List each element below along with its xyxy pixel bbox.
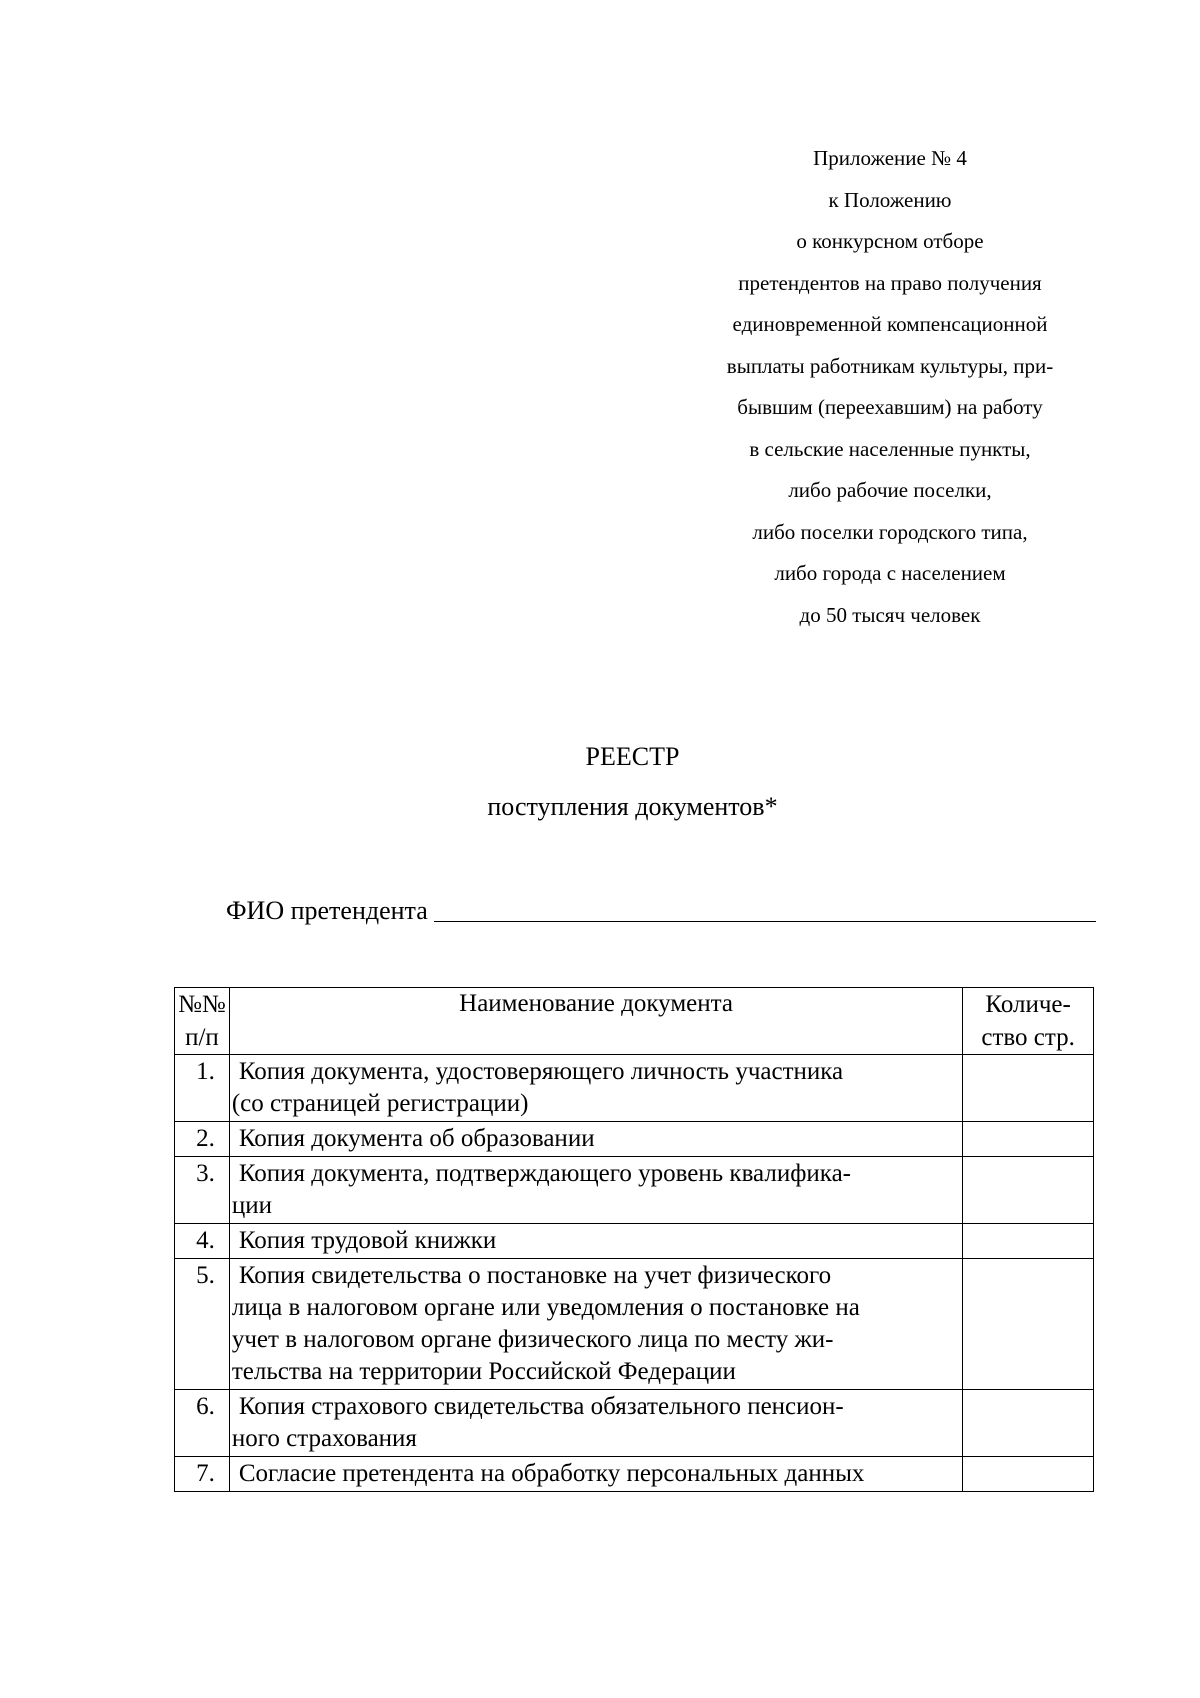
row-number: 6. xyxy=(175,1390,230,1457)
header-page-count xyxy=(963,988,1094,1055)
appendix-line: выплаты работникам культуры, при- xyxy=(726,353,1054,378)
appendix-line: до 50 тысяч человек xyxy=(799,602,981,627)
appendix-line: либо города с населением xyxy=(774,561,1006,585)
document-name-line: лица в налоговом органе или уведомления о постановке на xyxy=(231,1294,860,1321)
document-name-line: Копия свидетельства о постановке на учет физического xyxy=(238,1262,832,1289)
table-row xyxy=(175,1122,1094,1157)
document-name-line: тельства на территории Российской Федерации xyxy=(231,1358,736,1385)
header-number-line: п/п xyxy=(185,1024,219,1051)
document-name-line: учет в налоговом органе физического лица по месту жи- xyxy=(231,1326,834,1353)
appendix-header xyxy=(690,138,1090,636)
document-name-line: Копия страхового свидетельства обязательного пенсион- xyxy=(238,1393,844,1420)
row-document-name xyxy=(229,1224,962,1259)
header-count-line: ство стр. xyxy=(981,1024,1075,1051)
table-row xyxy=(175,1055,1094,1122)
header-number xyxy=(175,988,230,1055)
row-number: 1. xyxy=(175,1055,230,1122)
appendix-line: бывшим (переехавшим) на работу xyxy=(737,395,1043,419)
appendix-line: либо рабочие поселки, xyxy=(788,478,992,502)
row-page-count[interactable] xyxy=(963,1259,1094,1390)
header-count-line: Количе- xyxy=(985,991,1071,1018)
table-header-row xyxy=(175,988,1094,1055)
document-name-line: Копия документа об образовании xyxy=(238,1125,595,1152)
document-name-line: Согласие претендента на обработку персональных данных xyxy=(238,1460,865,1487)
applicant-name-row xyxy=(226,888,1096,928)
row-page-count[interactable] xyxy=(963,1055,1094,1122)
appendix-line: о конкурсном отборе xyxy=(796,229,984,253)
document-name-line: ции xyxy=(231,1192,272,1219)
row-page-count[interactable] xyxy=(963,1390,1094,1457)
row-page-count[interactable] xyxy=(963,1224,1094,1259)
applicant-name-label: ФИО претендента xyxy=(226,896,428,925)
row-number: 3. xyxy=(175,1157,230,1224)
document-name-line: Копия документа, удостоверяющего личность участника xyxy=(238,1058,844,1085)
applicant-name-blank-line[interactable] xyxy=(434,891,1096,922)
row-document-name xyxy=(229,1259,962,1390)
table-row xyxy=(175,1259,1094,1390)
table-row xyxy=(175,1390,1094,1457)
documents-table xyxy=(174,987,1094,1492)
appendix-line: в сельские населенные пункты, xyxy=(749,436,1031,461)
table-row xyxy=(175,1157,1094,1224)
table-row xyxy=(175,1457,1094,1492)
registry-title: РЕЕСТР xyxy=(585,742,680,771)
row-number: 4. xyxy=(175,1224,230,1259)
row-document-name xyxy=(229,1457,962,1492)
appendix-line: к Положению xyxy=(828,187,952,212)
document-name-line: Копия документа, подтверждающего уровень квалифика- xyxy=(238,1160,851,1187)
header-number-line: №№ xyxy=(178,991,226,1018)
row-number: 7. xyxy=(175,1457,230,1492)
row-document-name xyxy=(229,1122,962,1157)
header-document-name: Наименование документа xyxy=(229,988,962,1055)
document-name-line: Копия трудовой книжки xyxy=(238,1227,497,1254)
document-name-line: (со страницей регистрации) xyxy=(231,1090,529,1117)
appendix-line: либо поселки городского типа, xyxy=(752,519,1028,544)
appendix-line: единовременной компенсационной xyxy=(732,312,1048,336)
row-page-count[interactable] xyxy=(963,1157,1094,1224)
row-number: 2. xyxy=(175,1122,230,1157)
row-page-count[interactable] xyxy=(963,1457,1094,1492)
row-document-name xyxy=(229,1055,962,1122)
row-number: 5. xyxy=(175,1259,230,1390)
appendix-line: Приложение № 4 xyxy=(813,146,967,170)
registry-subtitle: поступления документов* xyxy=(487,792,778,821)
appendix-line: претендентов на право получения xyxy=(738,270,1042,295)
row-document-name xyxy=(229,1157,962,1224)
row-document-name xyxy=(229,1390,962,1457)
row-page-count[interactable] xyxy=(963,1122,1094,1157)
table-row xyxy=(175,1224,1094,1259)
document-name-line: ного страхования xyxy=(231,1425,417,1452)
